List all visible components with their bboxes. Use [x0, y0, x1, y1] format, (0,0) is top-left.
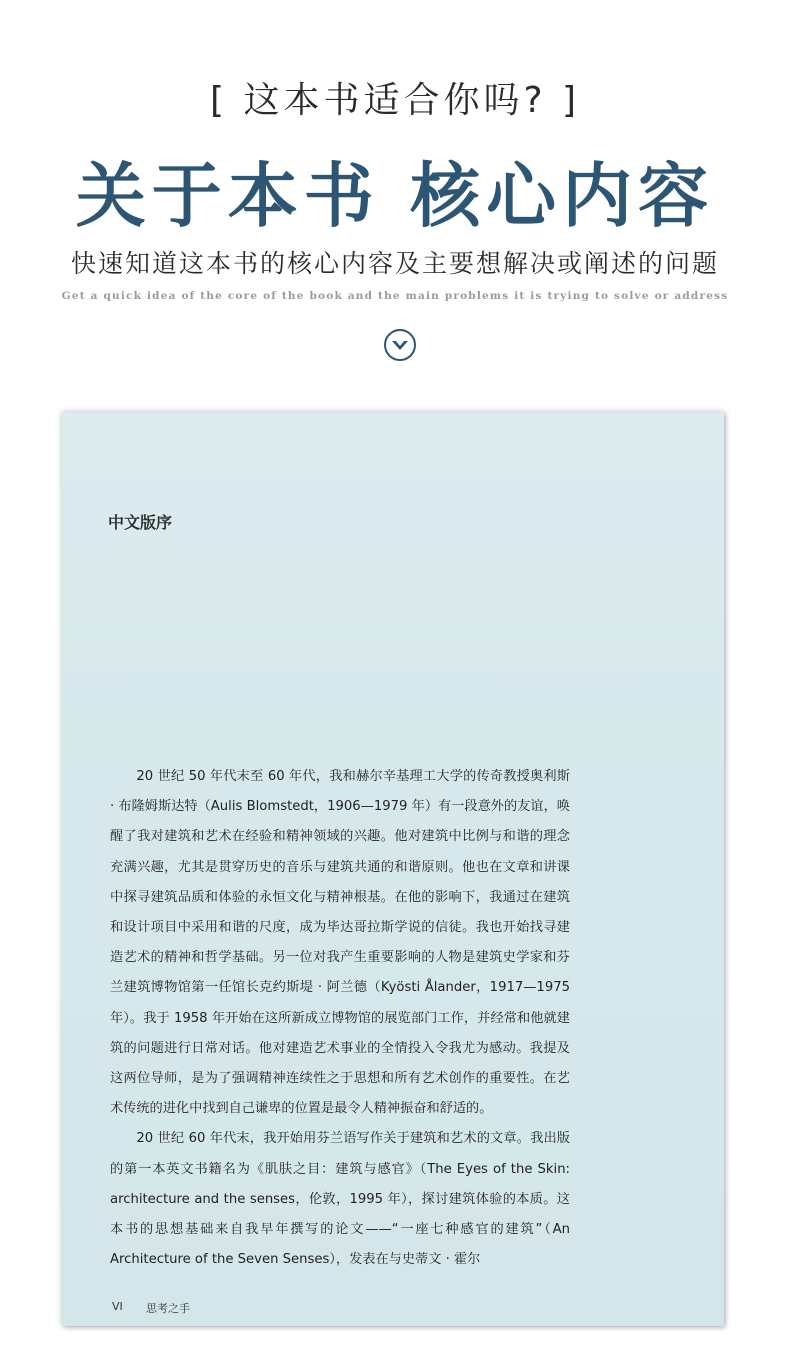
subtitle-chinese: 快速知道这本书的核心内容及主要想解决或阐述的问题	[70, 249, 719, 278]
question-line	[0, 72, 790, 123]
bracket-close: ]	[562, 80, 581, 121]
book-title-footer: 思考之手	[146, 1302, 190, 1315]
page-heading: 中文版序	[108, 513, 173, 532]
paragraph-2: 20 世纪 60 年代末，我开始用芬兰语写作关于建筑和艺术的文章。我出版的第一本英文书籍名为《肌肤之目：建筑与感官》（The Eyes of the Skin: architecture and the senses，伦敦，1995 年），探讨建筑体验的本质。这本书的思想基础来自我早年撰写的论文——“一座七种感官的建筑”（An Architecture of the Seven Senses），发表在与史蒂文 · 霍尔	[110, 1131, 570, 1268]
bracket-open: [	[209, 80, 228, 121]
chevron-down-circle-icon[interactable]	[383, 328, 417, 362]
book-page-photo	[62, 412, 724, 1326]
page-number: VI	[112, 1300, 123, 1313]
page-body	[110, 762, 570, 1275]
question-text: 这本书适合你吗?	[243, 80, 547, 121]
main-title: 关于本书 核心内容	[75, 154, 715, 237]
header-section	[0, 0, 790, 400]
subtitle-english: Get a quick idea of the core of the book and the main problems it is trying to solve or address	[61, 290, 729, 302]
paragraph-1: 20 世纪 50 年代末至 60 年代，我和赫尔辛基理工大学的传奇教授奥利斯 · 布隆姆斯达特（Aulis Blomstedt，1906—1979 年）有一段意外的友谊，唤醒了我对建筑和艺术在经验和精神领域的兴趣。他对建筑中比例与和谐的理念充满兴趣，尤其是贯穿历史的音乐与建筑共通的和谐原则。他也在文章和讲课中探寻建筑品质和体验的永恒文化与精神根基。在他的影响下，我通过在建筑和设计项目中采用和谐的尺度，成为毕达哥拉斯学说的信徒。我也开始找寻建造艺术的精神和哲学基础。另一位对我产生重要影响的人物是建筑史学家和芬兰建筑博物馆第一任馆长克约斯堤 · 阿兰德（Kyösti Ålander，1917—1975 年）。我于 1958 年开始在这所新成立博物馆的展览部门工作，并经常和他就建筑的问题进行日常对话。他对建造艺术事业的全情投入令我尤为感动。我提及这两位导师，是为了强调精神连续性之于思想和所有艺术创作的重要性。在艺术传统的进化中找到自己谦卑的位置是最令人精神振奋和舒适的。	[110, 769, 570, 1117]
